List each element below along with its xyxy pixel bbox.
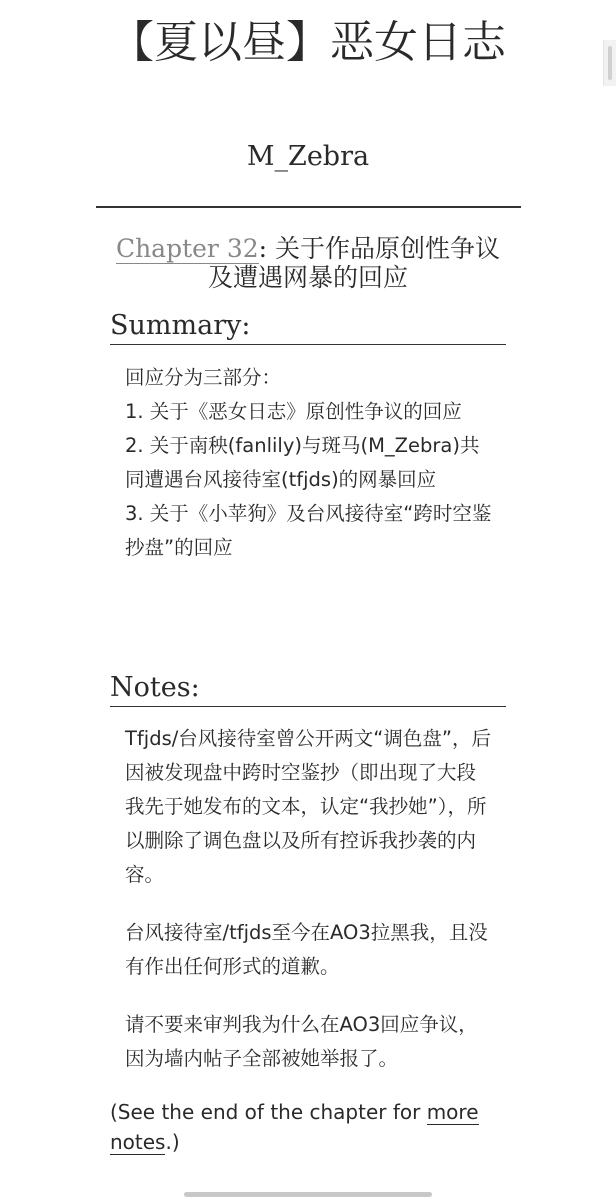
end-notes-pointer <box>110 1097 510 1157</box>
home-indicator[interactable] <box>184 1192 432 1197</box>
scrollbar[interactable] <box>603 40 616 86</box>
work-title: 【夏以昼】恶女日志 <box>110 17 506 68</box>
summary-line: 3. 关于《小苹狗》及台风接待室“跨时空鉴抄盘”的回应 <box>125 502 492 559</box>
notes-content <box>125 722 495 1100</box>
chapter-title-separator: : <box>258 234 276 263</box>
summary-heading: Summary: <box>110 310 506 345</box>
chapter-title <box>110 234 506 292</box>
scrollbar-thumb[interactable] <box>608 46 612 80</box>
notes-heading: Notes: <box>110 672 506 707</box>
author-name[interactable]: M_Zebra <box>246 141 370 172</box>
notes-paragraph: 台风接待室/tfjds至今在AO3拉黑我，且没有作出任何形式的道歉。 <box>125 921 488 978</box>
notes-paragraph: Tfjds/台风接待室曾公开两文“调色盘”，后因被发现盘中跨时空鉴抄（即出现了大段我先于她发布的文本，认定“我抄她”），所以删除了调色盘以及所有控诉我抄袭的内容。 <box>125 727 492 886</box>
summary-line: 回应分为三部分： <box>125 366 282 389</box>
more-notes-link[interactable]: more notes <box>110 1100 479 1154</box>
chapter-number-link[interactable]: Chapter 32 <box>115 234 259 263</box>
header-divider <box>96 206 521 208</box>
end-note-suffix: .) <box>165 1130 180 1154</box>
summary-line: 1. 关于《恶女日志》原创性争议的回应 <box>125 400 462 423</box>
summary-content <box>125 361 495 565</box>
summary-line: 2. 关于南秧(fanlily)与斑马(M_Zebra)共同遭遇台风接待室(tfjds)的网暴回应 <box>125 434 480 491</box>
notes-paragraph: 请不要来审判我为什么在AO3回应争议，因为墙内帖子全部被她举报了。 <box>125 1013 478 1070</box>
chapter-title-text: 关于作品原创性争议及遭遇网暴的回应 <box>207 234 501 292</box>
end-note-prefix: (See the end of the chapter for <box>110 1100 427 1124</box>
